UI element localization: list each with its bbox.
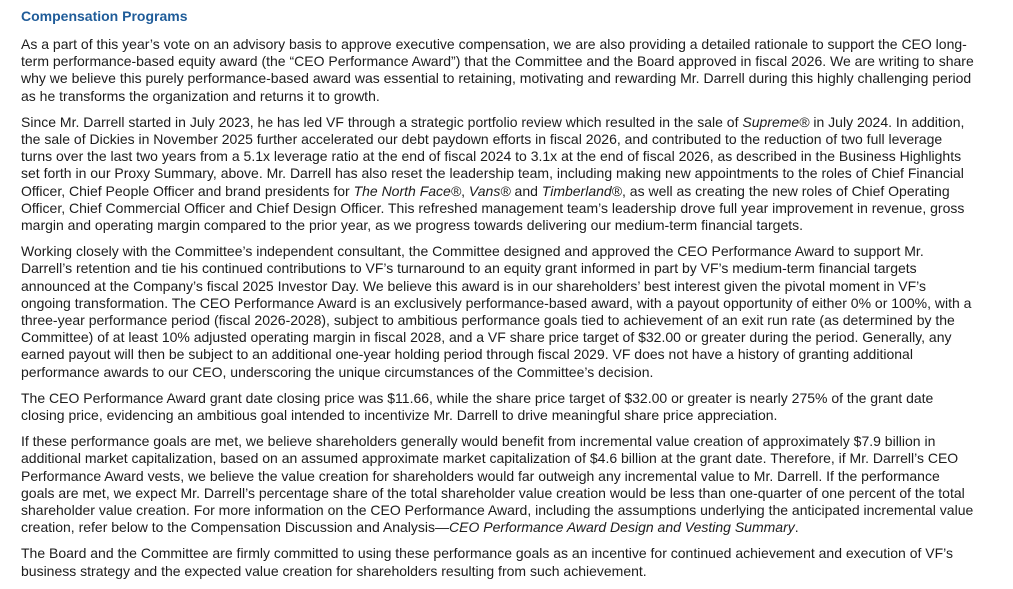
text-line — [21, 346, 1013, 363]
text-line — [21, 131, 1013, 148]
body-paragraph — [21, 390, 1013, 424]
text-run: ongoing transformation. The CEO Performance Award is an exclusively performance-based award, with a payout opportunity of either 0% or 100%, with a — [21, 294, 972, 311]
text-run: in July 2024. In addition, — [809, 113, 965, 130]
text-run: Officer, Chief Commercial Officer and Chief Design Officer. This refreshed management team’s leadership drove full year improvement in revenue, gross — [21, 199, 965, 216]
text-line — [21, 243, 1013, 260]
text-line — [21, 36, 1013, 53]
italic-text: CEO Performance Award Design and Vesting Summary — [449, 519, 795, 536]
body-paragraph — [21, 114, 1013, 234]
text-line — [21, 485, 1013, 502]
body-paragraph — [21, 36, 1013, 105]
text-run: closing price, evidencing an ambitious goal intended to incentivize Mr. Darrell to drive meaningful share price appreciation. — [21, 407, 778, 424]
text-run: additional market capitalization, based on an assumed approximate market capitalization of $4.6 billion at the grant date. Therefore, if Mr. Darrell’s CEO — [21, 450, 959, 467]
text-line — [21, 260, 1013, 277]
text-line — [21, 329, 1013, 346]
body-paragraph — [21, 243, 1013, 381]
text-run: the sale of Dickies in November 2025 further accelerated our debt paydown efforts in fiscal 2026, and contributed to the reduction of two full leverage — [21, 131, 943, 148]
text-run: If these performance goals are met, we believe shareholders generally would benefit from incremental value creation of approximately $7.9 billion in — [21, 433, 936, 450]
text-line — [21, 165, 1013, 182]
text-run: business strategy and the expected value creation for shareholders resulting from such achievement. — [21, 562, 647, 579]
text-line — [21, 278, 1013, 295]
text-run: set forth in our Proxy Summary, above. Mr. Darrell has also reset the leadership team, including making new appointments to the roles of Chief Financial — [21, 165, 964, 182]
text-run: Working closely with the Committee’s independent consultant, the Committee designed and approved the CEO Performance Award to support Mr. — [21, 243, 924, 260]
text-run: term performance-based equity award (the “CEO Performance Award”) that the Committee and the Board approved in fiscal 2026. We are writing to share — [21, 53, 974, 70]
text-line — [21, 217, 1013, 234]
text-line — [21, 545, 1013, 562]
body-paragraph — [21, 545, 1013, 579]
text-run: and — [510, 182, 542, 199]
text-line — [21, 468, 1013, 485]
text-line — [21, 183, 1013, 200]
text-run: The CEO Performance Award grant date closing price was $11.66, while the share price target of $32.00 or greater is nearly 275% of the grant date — [21, 389, 934, 406]
text-line — [21, 364, 1013, 381]
text-line — [21, 450, 1013, 467]
text-run: goals are met, we expect Mr. Darrell’s percentage share of the total shareholder value creation would be less than one-quarter of one percent of the total — [21, 484, 965, 501]
text-run: earned payout will then be subject to an additional one-year holding period through fiscal 2029. VF does not have a history of granting additional — [21, 346, 913, 363]
italic-text: Supreme® — [742, 113, 810, 130]
text-line — [21, 70, 1013, 87]
text-line — [21, 407, 1013, 424]
text-line — [21, 114, 1013, 131]
text-line — [21, 433, 1013, 450]
text-run: announced at the Company’s fiscal 2025 Investor Day. We believe this award is in our shareholders’ best interest given the pivotal moment in VF’s — [21, 277, 927, 294]
text-run: shareholder value creation. For more information on the CEO Performance Award, including the assumptions underlying the anticipated incremental value — [21, 502, 974, 519]
text-run: The Board and the Committee are firmly committed to using these performance goals as an incentive for continued achievement and execution of VF’s — [21, 545, 954, 562]
text-run: Darrell’s retention and tie his continued contributions to VF’s turnaround to an equity grant informed in part by VF’s medium-term financial targets — [21, 260, 917, 277]
text-run: Since Mr. Darrell started in July 2023, he has led VF through a strategic portfolio review which resulted in the sale of — [21, 113, 743, 130]
text-line — [21, 88, 1013, 105]
text-line — [21, 53, 1013, 70]
text-line — [21, 390, 1013, 407]
text-run: why we believe this purely performance-based award was essential to retaining, motivating and rewarding Mr. Darrell during this highly challenging period — [21, 70, 972, 87]
text-run: Officer, Chief People Officer and brand presidents for — [21, 182, 354, 199]
text-line — [21, 563, 1013, 580]
section-heading: Compensation Programs — [21, 8, 188, 24]
text-run: Committee) of at least 10% adjusted operating margin in fiscal 2028, and a VF share price target of $32.00 or greater during the period. Generally, any — [21, 329, 952, 346]
text-line — [21, 148, 1013, 165]
text-run: margin and operating margin compared to the prior year, as we progress towards delivering our medium-term financial targets. — [21, 217, 804, 234]
text-run: , — [461, 182, 469, 199]
text-run: creation, refer below to the Compensation Discussion and Analysis— — [21, 519, 449, 536]
text-line — [21, 295, 1013, 312]
text-run: performance awards to our CEO, underscoring the unique circumstances of the Committee’s decision. — [21, 363, 654, 380]
text-run: Performance Award vests, we believe the value creation for shareholders would far outweigh any incremental value to Mr. Darrell. If the performance — [21, 467, 940, 484]
text-run: turns over the last two years from a 5.1x leverage ratio at the end of fiscal 2024 to 3.1x at the end of fiscal 2026, as described in the Business Highlights — [21, 148, 962, 165]
text-run: . — [794, 519, 799, 536]
italic-text: Timberland® — [541, 182, 623, 199]
italic-text: The North Face® — [353, 182, 462, 199]
body-paragraph — [21, 433, 1013, 536]
text-line — [21, 519, 1013, 536]
document-body — [21, 7, 1013, 589]
paragraph-container — [21, 36, 1013, 580]
text-line — [21, 502, 1013, 519]
text-line — [21, 200, 1013, 217]
text-run: as he transforms the organization and returns it to growth. — [21, 87, 380, 104]
text-run: As a part of this year’s vote on an advisory basis to approve executive compensation, we are also providing a detailed rationale to support the CEO long- — [21, 36, 967, 52]
text-line — [21, 312, 1013, 329]
text-run: , as well as creating the new roles of Chief Operating — [622, 182, 950, 199]
text-run: three-year performance period (fiscal 2026-2028), subject to ambitious performance goals tied to achievement of an exit run rate (as determined by the — [21, 312, 955, 329]
italic-text: Vans® — [468, 182, 511, 199]
